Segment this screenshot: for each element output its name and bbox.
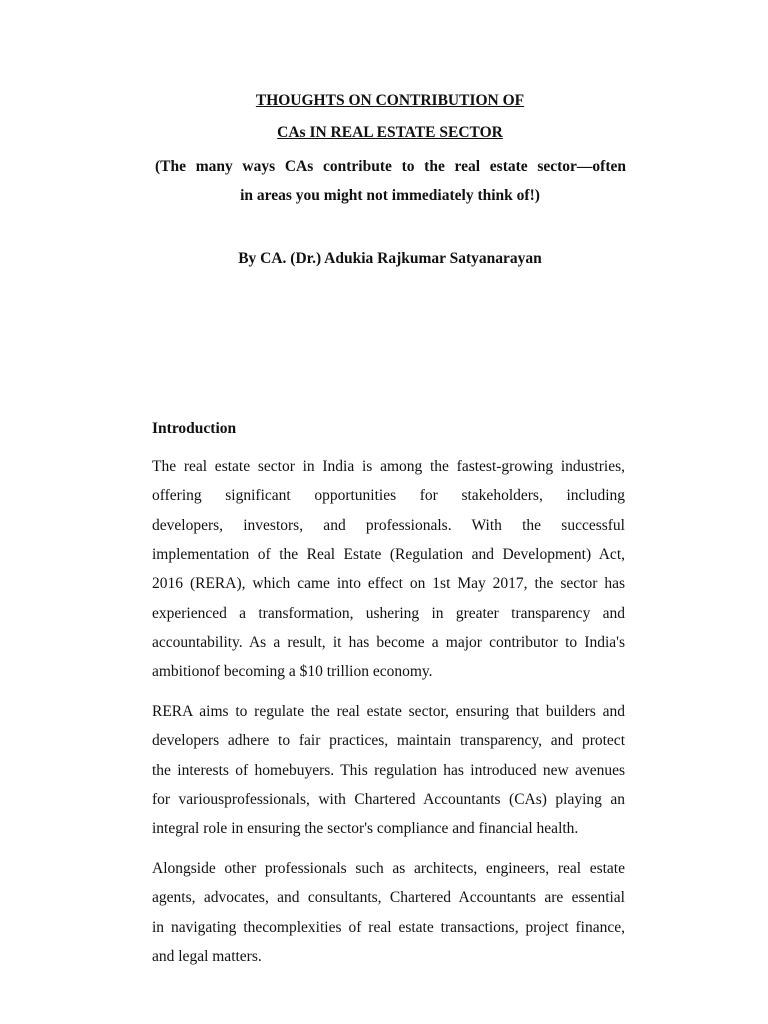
title-line-2: CAs IN REAL ESTATE SECTOR [277, 124, 503, 141]
title-line-1: THOUGHTS ON CONTRIBUTION OF [255, 92, 525, 109]
paragraph-1-line: experienced a transformation, ushering in greater transparency and [152, 604, 625, 622]
paragraph-1-line: 2016 (RERA), which came into effect on 1st May 2017, the sector has [152, 575, 625, 593]
author-byline: By CA. (Dr.) Adukia Rajkumar Satyanarayan [238, 250, 542, 267]
paragraph-2-line: for variousprofessionals, with Chartered Accountants (CAs) playing an [152, 790, 625, 808]
paragraph-2-line: RERA aims to regulate the real estate sector, ensuring that builders and [152, 703, 625, 720]
paragraph-1-line: offering significant opportunities for stakeholders, including [152, 487, 625, 505]
paragraph-3-line: agents, advocates, and consultants, Chartered Accountants are essential [152, 889, 625, 907]
paragraph-1-line: implementation of the Real Estate (Regulation and Development) Act, [152, 545, 625, 563]
paragraph-3-line: and legal matters. [152, 947, 262, 965]
paragraph-1-line: developers, investors, and professionals. With the successful [152, 516, 625, 534]
subtitle-line-1: (The many ways CAs contribute to the real estate sector—often [155, 158, 626, 175]
paragraph-3-line: Alongside other professionals such as architects, engineers, real estate [152, 860, 625, 877]
paragraph-3-line: in navigating thecomplexities of real estate transactions, project finance, [152, 918, 625, 936]
section-heading: Introduction [152, 420, 237, 437]
paragraph-1-line: The real estate sector in India is among the fastest-growing industries, [152, 458, 625, 475]
paragraph-2-line: the interests of homebuyers. This regulation has introduced new avenues [152, 761, 625, 779]
paragraph-2-line: integral role in ensuring the sector's compliance and financial health. [152, 820, 579, 838]
paragraph-1-line: ambitionof becoming a $10 trillion economy. [152, 663, 433, 681]
paragraph-2-line: developers adhere to fair practices, maintain transparency, and protect [152, 732, 625, 750]
paragraph-1-line: accountability. As a result, it has become a major contributor to India's [152, 633, 625, 651]
subtitle-line-2: in areas you might not immediately think of!) [240, 187, 540, 204]
